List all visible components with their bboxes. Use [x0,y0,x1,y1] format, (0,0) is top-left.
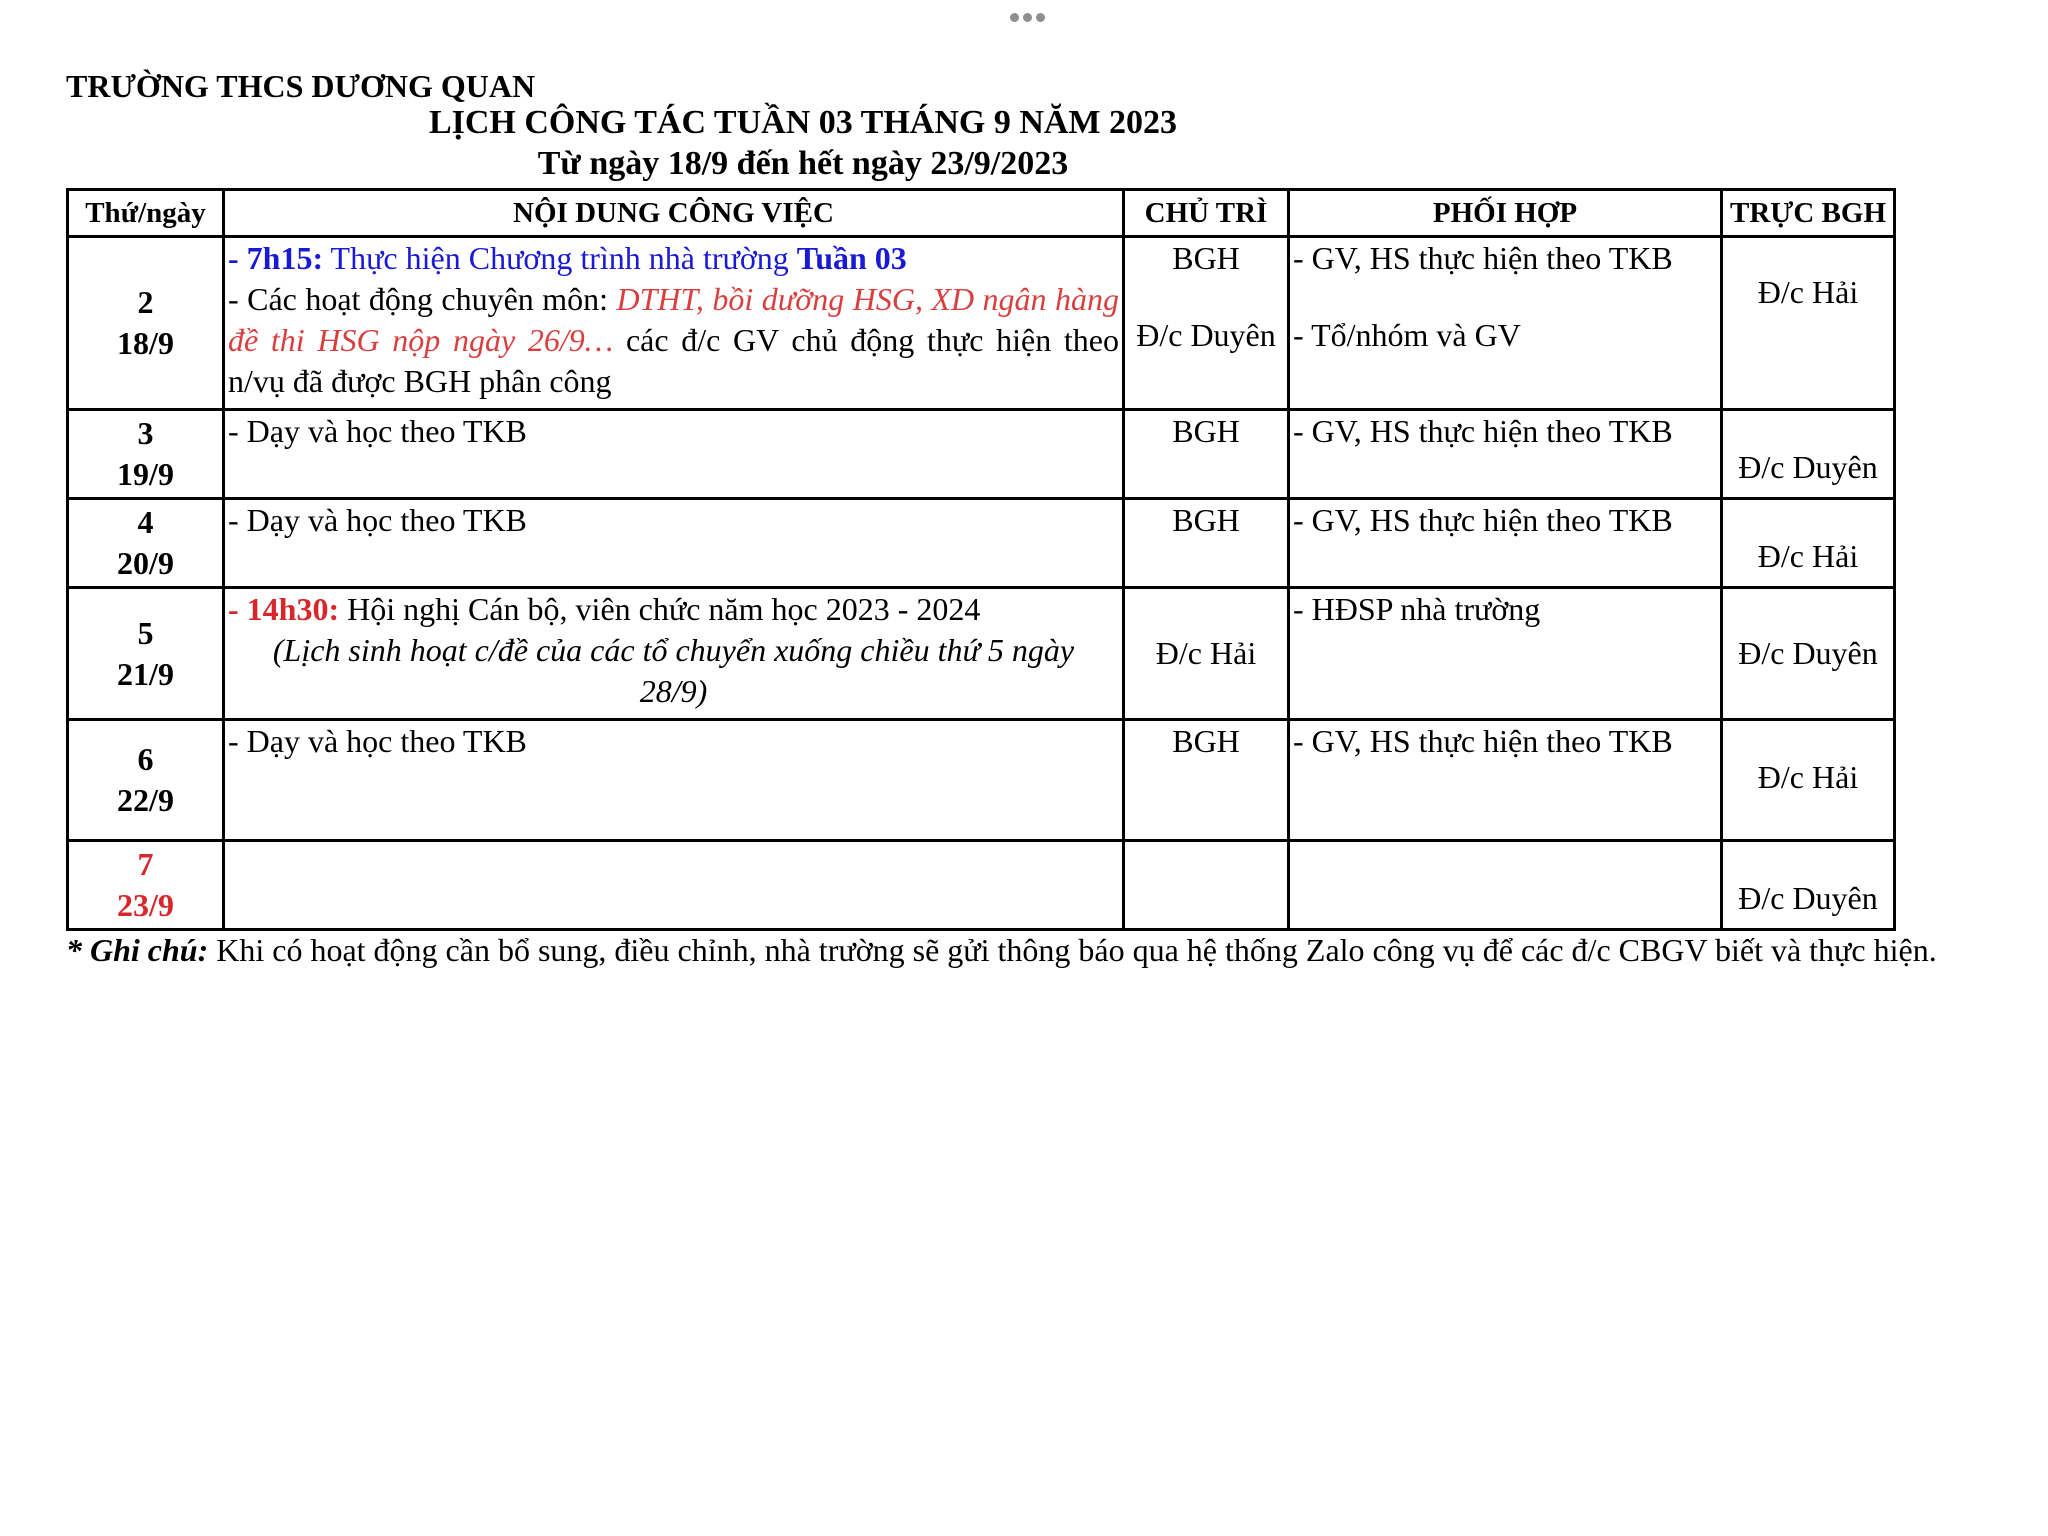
table-row [68,720,1895,841]
table-row [68,237,1895,410]
content-note: (Lịch sinh hoạt c/đề của các tổ chuyển xuống chiều thứ 5 ngày 28/9) [272,632,1075,709]
day-number: 5 [137,614,154,651]
table-row [68,588,1895,720]
more-options-icon[interactable] [1010,13,1045,22]
table-row [68,499,1895,588]
day-number: 3 [137,415,154,451]
day-cell [68,841,224,930]
coop-cell [1289,237,1722,410]
column-header-content: NỘI DUNG CÔNG VIỆC [224,190,1124,237]
school-name: TRƯỜNG THCS DƯƠNG QUAN [66,68,536,104]
column-header-host: CHỦ TRÌ [1124,190,1289,237]
host-name: BGH [1172,240,1240,276]
coop-cell: - GV, HS thực hiện theo TKB [1289,410,1722,499]
host-name: Đ/c Duyên [1136,317,1276,353]
coop-cell: - HĐSP nhà trường [1289,588,1722,720]
content-cell: - Dạy và học theo TKB [224,720,1124,841]
day-date: 19/9 [117,456,174,492]
content-cell [224,237,1124,410]
program-text: Thực hiện Chương trình nhà trường [323,240,797,276]
meeting-text: Hội nghị Cán bộ, viên chức năm học 2023 - 2024 [339,591,981,627]
duty-cell: Đ/c Duyên [1722,841,1895,930]
dot [1010,13,1019,22]
day-cell [68,410,224,499]
content-line [228,238,1119,279]
time-label: - 14h30: [228,591,340,627]
page-title: LỊCH CÔNG TÁC TUẦN 03 THÁNG 9 NĂM 2023 [428,104,1178,141]
day-cell [68,720,224,841]
prof-prefix: - Các hoạt động chuyên môn: [228,281,617,317]
column-header-day: Thứ/ngày [68,190,224,237]
table-row [68,410,1895,499]
schedule-table [66,188,1896,931]
prof-highlight: DTHT, bồi dưỡng HSG, XD ngân hàng đề thi HSG nộp ngày 26/9… [228,281,1120,358]
coop-cell [1289,841,1722,930]
prof-suffix: các đ/c GV chủ động thực hiện theo n/vụ đã được BGH phân công [228,322,1120,399]
day-cell [68,499,224,588]
content-cell: - Dạy và học theo TKB [224,410,1124,499]
column-header-coop: PHỐI HỢP [1289,190,1722,237]
duty-cell: Đ/c Hải [1722,720,1895,841]
content-cell [224,588,1124,720]
duty-cell: Đ/c Hải [1722,237,1895,410]
coop-text: - Tổ/nhóm và GV [1293,317,1521,353]
coop-cell: - GV, HS thực hiện theo TKB [1289,499,1722,588]
day-cell [68,588,224,720]
footnote-text: Khi có hoạt động cần bổ sung, điều chỉnh, nhà trường sẽ gửi thông báo qua hệ thống Zalo công vụ để các đ/c CBGV biết và thực hiện. [208,932,1937,968]
content-line [228,279,1119,402]
day-number: 7 [137,846,154,882]
footnote-label: * Ghi chú: [66,932,209,968]
week-label: Tuần 03 [796,240,907,276]
day-cell [68,237,224,410]
content-cell: - Dạy và học theo TKB [224,499,1124,588]
host-cell [1124,841,1289,930]
host-cell: Đ/c Hải [1124,588,1289,720]
day-date: 22/9 [117,782,174,818]
day-date: 20/9 [117,545,174,581]
duty-cell: Đ/c Hải [1722,499,1895,588]
day-number: 6 [137,741,154,777]
content-cell [224,841,1124,930]
host-cell [1124,237,1289,410]
day-number: 4 [137,504,154,540]
day-date: 23/9 [117,887,174,923]
coop-text: - GV, HS thực hiện theo TKB [1293,240,1673,276]
table-row [68,841,1895,930]
coop-cell: - GV, HS thực hiện theo TKB [1289,720,1722,841]
duty-cell: Đ/c Duyên [1722,588,1895,720]
dot [1023,13,1032,22]
table-header-row [68,190,1895,237]
day-number: 2 [137,284,154,320]
date-range: Từ ngày 18/9 đến hết ngày 23/9/2023 [537,145,1069,182]
host-cell: BGH [1124,720,1289,841]
host-cell: BGH [1124,499,1289,588]
host-cell: BGH [1124,410,1289,499]
time-label: - 7h15: [228,240,324,276]
dot [1036,13,1045,22]
day-date: 21/9 [117,655,174,692]
day-date: 18/9 [117,325,174,361]
footnote [66,930,2036,971]
duty-cell: Đ/c Duyên [1722,410,1895,499]
content-line [228,589,1119,630]
column-header-duty: TRỰC BGH [1722,190,1895,237]
